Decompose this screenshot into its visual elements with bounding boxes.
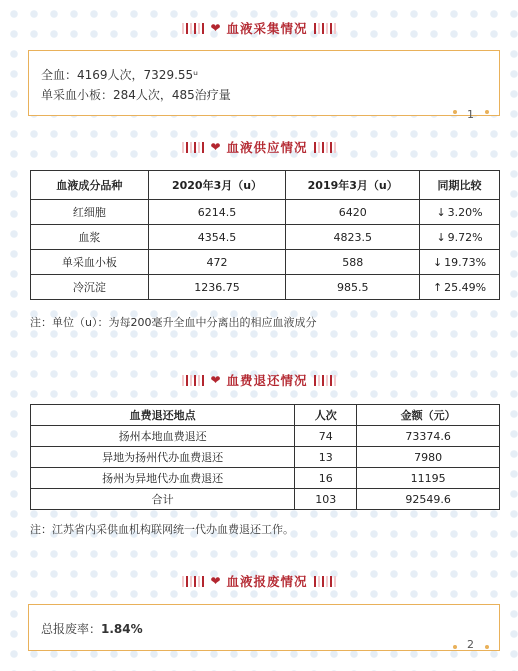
col-header: 金额（元） [357, 405, 500, 426]
col-header: 2019年3月（u） [286, 171, 420, 200]
decor-dot [453, 645, 457, 649]
refund-table [30, 404, 500, 510]
table-row [31, 275, 500, 300]
cell-count: 103 [295, 489, 357, 510]
change-value: 9.72% [447, 230, 483, 244]
cell-change [420, 200, 500, 225]
scrap-box [28, 604, 500, 651]
col-header: 2020年3月（u） [148, 171, 286, 200]
cell-2019: 588 [286, 250, 420, 275]
arrow-up-icon: ↑ [432, 280, 443, 294]
col-header: 人次 [295, 405, 357, 426]
decor-bars-right [314, 375, 336, 386]
cell-count: 74 [295, 426, 357, 447]
table-row [31, 250, 500, 275]
table-row [31, 468, 500, 489]
decor-bars-left [182, 375, 204, 386]
section-title: 血液报废情况 [226, 574, 308, 589]
heart-icon: ❤ [210, 21, 221, 35]
arrow-down-icon: ↓ [432, 255, 443, 269]
cell-amount: 92549.6 [357, 489, 500, 510]
collection-platelets: 单采血小板：284人次，485治疗量 [41, 88, 231, 102]
col-header: 血液成分品种 [31, 171, 149, 200]
table-row [31, 426, 500, 447]
cell-place: 异地为扬州代办血费退还 [31, 447, 295, 468]
change-value: 19.73% [444, 255, 487, 269]
heart-icon: ❤ [210, 373, 221, 387]
cell-2020: 4354.5 [148, 225, 286, 250]
cell-place: 扬州为异地代办血费退还 [31, 468, 295, 489]
arrow-down-icon: ↓ [436, 230, 446, 244]
decor-bars-left [182, 142, 204, 153]
decor-dot [453, 110, 457, 114]
cell-2019: 6420 [286, 200, 420, 225]
cell-2020: 1236.75 [148, 275, 286, 300]
section-header-supply [0, 136, 518, 158]
col-header: 同期比较 [420, 171, 500, 200]
section-header-scrap [0, 570, 518, 592]
section-title: 血液采集情况 [226, 21, 308, 36]
decor-bars-left [182, 23, 204, 34]
scrap-rate-label: 总报废率： [41, 622, 102, 636]
cell-name: 红细胞 [31, 200, 149, 225]
arrow-down-icon: ↓ [436, 205, 446, 219]
cell-2019: 985.5 [286, 275, 420, 300]
table-row [31, 200, 500, 225]
decor-bars-right [314, 142, 336, 153]
cell-name: 血浆 [31, 225, 149, 250]
heart-icon: ❤ [210, 140, 221, 154]
cell-place: 扬州本地血费退还 [31, 426, 295, 447]
decor-bars-right [314, 23, 336, 34]
decor-dot [485, 645, 489, 649]
cell-2020: 472 [148, 250, 286, 275]
decor-dot [485, 110, 489, 114]
table-row-total [31, 489, 500, 510]
decor-bars-left [182, 576, 204, 587]
refund-note: 注：江苏省内采供血机构联网统一代办血费退还工作。 [30, 523, 294, 536]
section-header-collection [0, 17, 518, 39]
supply-table [30, 170, 500, 300]
decor-bars-right [314, 576, 336, 587]
section-title: 血液供应情况 [226, 140, 308, 155]
page-number: 2 [467, 638, 474, 651]
col-header: 血费退还地点 [31, 405, 295, 426]
table-header-row [31, 171, 500, 200]
change-value: 25.49% [444, 280, 487, 294]
scrap-rate-value: 1.84% [101, 622, 143, 636]
section-header-refund [0, 369, 518, 391]
supply-note: 注：单位（u）：为每200毫升全血中分离出的相应血液成分 [30, 316, 317, 329]
cell-change [420, 250, 500, 275]
cell-amount: 73374.6 [357, 426, 500, 447]
cell-2020: 6214.5 [148, 200, 286, 225]
heart-icon: ❤ [210, 574, 221, 588]
cell-count: 16 [295, 468, 357, 489]
table-header-row [31, 405, 500, 426]
cell-amount: 7980 [357, 447, 500, 468]
cell-amount: 11195 [357, 468, 500, 489]
page-number: 1 [467, 108, 474, 121]
change-value: 3.20% [447, 205, 483, 219]
cell-count: 13 [295, 447, 357, 468]
cell-name: 单采血小板 [31, 250, 149, 275]
cell-change [420, 275, 500, 300]
collection-box [28, 50, 500, 121]
collection-whole-blood: 全血：4169人次，7329.55ᵘ [41, 68, 199, 82]
cell-place: 合计 [31, 489, 295, 510]
scrap-rate [41, 619, 487, 639]
cell-2019: 4823.5 [286, 225, 420, 250]
section-title: 血费退还情况 [226, 373, 308, 388]
table-row [31, 225, 500, 250]
cell-change [420, 225, 500, 250]
table-row [31, 447, 500, 468]
cell-name: 冷沉淀 [31, 275, 149, 300]
